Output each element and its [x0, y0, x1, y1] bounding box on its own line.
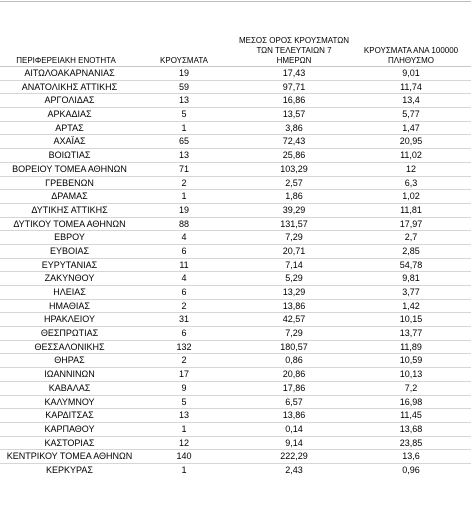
seven-day-average-cell: 25,86	[282, 150, 306, 161]
per-100k-cell: 11,45	[400, 410, 422, 421]
per-100k-cell: 1,42	[402, 300, 420, 311]
per-100k-cell: 0,96	[402, 464, 420, 475]
region-cell: ΕΥΒΟΙΑΣ	[49, 245, 90, 256]
cases-cell: 12	[178, 437, 189, 448]
cases-cell: 2	[181, 177, 187, 188]
per-100k-cell: 13,77	[399, 328, 423, 339]
seven-day-average-cell: 13,57	[282, 109, 306, 120]
region-cell: ΖΑΚΥΝΘΟΥ	[44, 273, 95, 284]
table-row	[0, 367, 471, 381]
seven-day-average-cell: 39,29	[282, 204, 306, 215]
table-row	[0, 353, 471, 367]
per-100k-cell: 10,15	[399, 314, 423, 325]
seven-day-average-cell: 103,29	[280, 163, 308, 174]
table-row	[0, 230, 471, 244]
cases-cell: 5	[181, 109, 187, 120]
cases-cell: 1	[181, 191, 187, 202]
table-row	[0, 121, 471, 135]
cases-cell: 4	[181, 232, 187, 243]
top-border	[0, 1, 471, 2]
region-cell: ΔΡΑΜΑΣ	[51, 191, 88, 202]
cases-cell: 13	[178, 410, 189, 421]
table-row	[0, 162, 471, 176]
table-row	[0, 299, 471, 313]
region-cell: ΔΥΤΙΚΟΥ ΤΟΜΕΑ ΑΘΗΝΩΝ	[13, 218, 126, 229]
per-100k-cell: 13,6	[402, 451, 420, 462]
table-row	[0, 176, 471, 190]
region-cell: ΒΟΡΕΙΟΥ ΤΟΜΕΑ ΑΘΗΝΩΝ	[12, 163, 127, 174]
cases-cell: 19	[178, 68, 189, 78]
column-header-cases-per-100k-line-2: ΠΛΗΘΥΣΜΟ	[387, 56, 435, 65]
region-cell: ΑΡΓΟΛΙΔΑΣ	[44, 95, 95, 106]
per-100k-cell: 2,7	[404, 232, 418, 243]
region-cell: ΔΥΤΙΚΗΣ ΑΤΤΙΚΗΣ	[31, 204, 108, 215]
per-100k-cell: 7,2	[404, 382, 418, 393]
column-header-cases: ΚΡΟΥΣΜΑΤΑ	[160, 56, 208, 65]
region-cell: ΚΑΣΤΟΡΙΑΣ	[44, 437, 95, 448]
table-row	[0, 80, 471, 94]
seven-day-average-cell: 20,71	[282, 245, 306, 256]
table-row	[0, 244, 471, 258]
table-row	[0, 395, 471, 409]
region-cell: ΑΡΚΑΔΙΑΣ	[47, 109, 92, 120]
cases-cell: 2	[181, 300, 187, 311]
table-row	[0, 93, 471, 107]
table-header	[0, 30, 471, 66]
cases-cell: 132	[176, 341, 192, 352]
seven-day-average-cell: 97,71	[282, 81, 306, 92]
region-cell: ΗΡΑΚΛΕΙΟΥ	[43, 314, 96, 325]
per-100k-cell: 54,78	[399, 259, 423, 270]
table-row	[0, 189, 471, 203]
cases-cell: 6	[181, 328, 187, 339]
seven-day-average-cell: 1,86	[285, 191, 303, 202]
per-100k-cell: 11,74	[400, 81, 422, 92]
region-cell: ΚΑΡΠΑΘΟΥ	[44, 423, 95, 434]
region-cell: ΘΕΣΠΡΩΤΙΑΣ	[40, 328, 99, 339]
seven-day-average-cell: 7,29	[285, 232, 303, 243]
per-100k-cell: 1,02	[402, 191, 420, 202]
per-100k-cell: 5,77	[402, 109, 420, 120]
table-row	[0, 134, 471, 148]
per-100k-cell: 3,77	[402, 287, 420, 297]
cases-cell: 2	[181, 355, 187, 366]
per-100k-cell: 11,89	[400, 341, 422, 352]
per-100k-cell: 13,68	[399, 423, 423, 434]
region-cell: ΑΡΤΑΣ	[55, 122, 84, 133]
region-cell: ΓΡΕΒΕΝΩΝ	[45, 177, 94, 188]
seven-day-average-cell: 3,86	[285, 122, 303, 133]
per-100k-cell: 13,4	[402, 95, 420, 106]
cases-cell: 6	[181, 245, 187, 256]
region-cell: ΙΩΑΝΝΙΝΩΝ	[44, 369, 95, 380]
seven-day-average-cell: 9,14	[285, 437, 303, 448]
table-row	[0, 381, 471, 395]
column-header-7-day-average-line-2: ΤΩΝ ΤΕΛΕΥΤΑΙΩΝ 7	[256, 46, 332, 55]
cases-cell: 88	[178, 218, 189, 229]
table-row	[0, 436, 471, 450]
seven-day-average-cell: 2,57	[285, 177, 303, 188]
region-cell: ΑΧΑΪΑΣ	[53, 136, 86, 147]
seven-day-average-cell: 222,29	[280, 451, 308, 462]
table-row	[0, 326, 471, 340]
seven-day-average-cell: 2,43	[285, 464, 303, 475]
per-100k-cell: 11,81	[400, 204, 422, 215]
seven-day-average-cell: 5,29	[285, 273, 303, 284]
table-row	[0, 107, 471, 121]
region-cell: ΚΑΡΔΙΤΣΑΣ	[45, 410, 94, 421]
table-row	[0, 285, 471, 299]
column-header-region: ΠΕΡΙΦΕΡΕΙΑΚΗ ΕΝΟΤΗΤΑ	[16, 56, 116, 65]
per-100k-cell: 11,02	[400, 150, 422, 161]
region-cell: ΑΝΑΤΟΛΙΚΗΣ ΑΤΤΙΚΗΣ	[21, 81, 118, 92]
column-header-7-day-average	[232, 36, 356, 66]
region-cell: ΘΗΡΑΣ	[54, 355, 85, 366]
region-cell: ΘΕΣΣΑΛΟΝΙΚΗΣ	[34, 341, 105, 352]
cases-cell: 59	[178, 81, 189, 92]
per-100k-cell: 23,85	[399, 437, 423, 448]
seven-day-average-cell: 42,57	[282, 314, 306, 325]
table-row	[0, 203, 471, 217]
table-row	[0, 217, 471, 231]
region-cell: ΑΙΤΩΛΟΑΚΑΡΝΑΝΙΑΣ	[24, 68, 115, 78]
per-100k-cell: 12	[405, 163, 416, 174]
region-cell: ΚΑΒΑΛΑΣ	[48, 382, 91, 393]
table-row	[0, 258, 471, 272]
region-cell: ΗΜΑΘΙΑΣ	[49, 300, 90, 311]
seven-day-average-cell: 0,14	[285, 423, 303, 434]
per-100k-cell: 9,81	[402, 273, 420, 284]
region-cell: ΕΒΡΟΥ	[54, 232, 85, 243]
cases-cell: 140	[176, 451, 192, 462]
cases-cell: 17	[178, 369, 189, 380]
table-row	[0, 66, 471, 80]
per-100k-cell: 17,97	[399, 218, 423, 229]
region-cell: ΚΕΡΚΥΡΑΣ	[46, 464, 93, 475]
table-row	[0, 312, 471, 326]
table-row	[0, 422, 471, 436]
table-row	[0, 408, 471, 422]
table-row	[0, 449, 471, 463]
region-cell: ΚΕΝΤΡΙΚΟΥ ΤΟΜΕΑ ΑΘΗΝΩΝ	[6, 451, 133, 462]
cases-cell: 1	[181, 464, 187, 475]
per-100k-cell: 10,59	[399, 355, 423, 366]
column-header-7-day-average-line-1: ΜΕΣΟΣ ΟΡΟΣ ΚΡΟΥΣΜΑΤΩΝ	[238, 36, 350, 45]
region-cell: ΗΛΕΙΑΣ	[53, 287, 86, 297]
table-row	[0, 271, 471, 285]
seven-day-average-cell: 131,57	[280, 218, 308, 229]
cases-cell: 19	[178, 204, 189, 215]
seven-day-average-cell: 17,43	[282, 68, 306, 78]
per-100k-cell: 2,85	[402, 245, 420, 256]
cases-cell: 6	[181, 287, 187, 297]
column-header-cases-per-100k	[356, 46, 466, 66]
seven-day-average-cell: 0,86	[285, 355, 303, 366]
per-100k-cell: 1,47	[402, 122, 420, 133]
cases-cell: 5	[181, 396, 187, 407]
per-100k-cell: 9,01	[402, 68, 420, 78]
cases-cell: 11	[179, 259, 189, 270]
seven-day-average-cell: 180,57	[280, 341, 308, 352]
seven-day-average-cell: 6,57	[285, 396, 303, 407]
cases-cell: 4	[181, 273, 187, 284]
per-100k-cell: 6,3	[404, 177, 418, 188]
cases-cell: 1	[181, 122, 187, 133]
seven-day-average-cell: 13,86	[282, 410, 306, 421]
cases-cell: 1	[181, 423, 187, 434]
seven-day-average-cell: 7,14	[285, 259, 303, 270]
seven-day-average-cell: 13,86	[282, 300, 306, 311]
table-row	[0, 340, 471, 354]
seven-day-average-cell: 13,29	[282, 287, 306, 297]
cases-cell: 13	[178, 150, 189, 161]
cases-cell: 9	[181, 382, 187, 393]
cases-cell: 71	[178, 163, 189, 174]
seven-day-average-cell: 16,86	[282, 95, 306, 106]
cases-cell: 31	[178, 314, 189, 325]
region-cell: ΕΥΡΥΤΑΝΙΑΣ	[41, 259, 98, 270]
region-cell: ΒΟΙΩΤΙΑΣ	[48, 150, 91, 161]
seven-day-average-cell: 17,86	[282, 382, 306, 393]
per-100k-cell: 10,13	[399, 369, 423, 380]
seven-day-average-cell: 72,43	[282, 136, 306, 147]
table-row	[0, 463, 471, 477]
region-cell: ΚΑΛΥΜΝΟΥ	[44, 396, 95, 407]
per-100k-cell: 20,95	[399, 136, 423, 147]
per-100k-cell: 16,98	[399, 396, 423, 407]
data-table	[0, 66, 471, 477]
column-header-7-day-average-line-3: ΗΜΕΡΩΝ	[276, 56, 312, 65]
seven-day-average-cell: 7,29	[285, 328, 303, 339]
seven-day-average-cell: 20,86	[282, 369, 306, 380]
cases-cell: 65	[178, 136, 189, 147]
cases-cell: 13	[178, 95, 189, 106]
column-header-cases-per-100k-line-1: ΚΡΟΥΣΜΑΤΑ ΑΝΑ 100000	[363, 46, 459, 55]
table-row	[0, 148, 471, 162]
